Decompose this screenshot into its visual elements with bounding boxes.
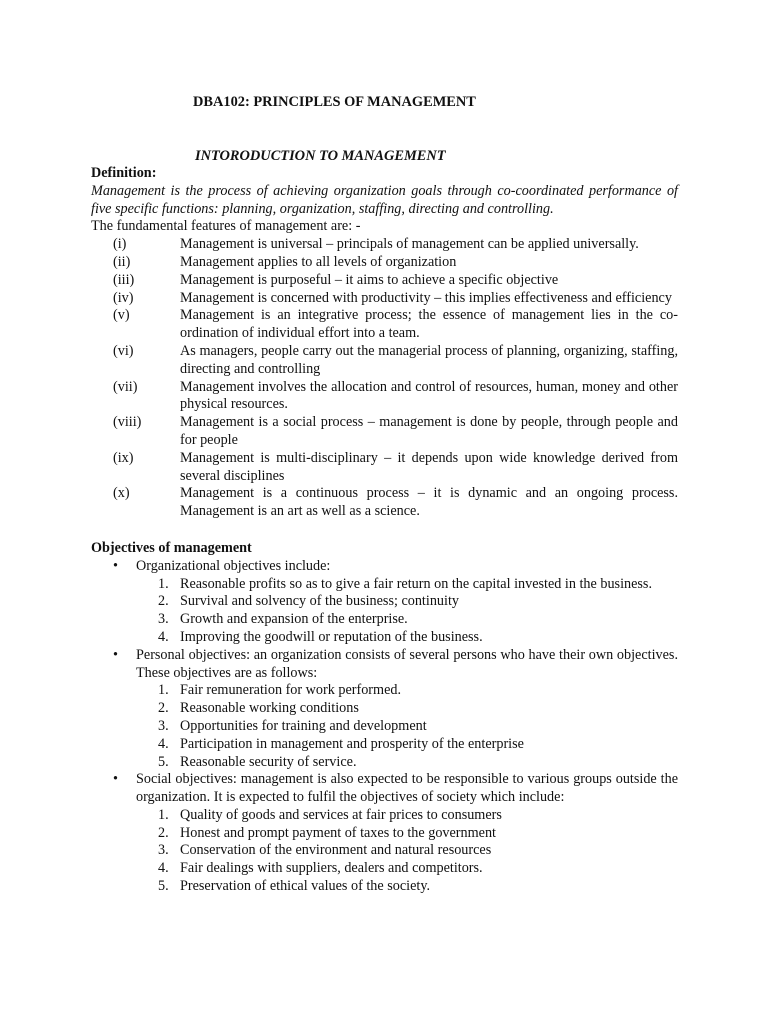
feature-number: (iii) [113,271,135,288]
subitem-text: Opportunities for training and development [180,717,427,734]
subitem-number: 1. [158,806,169,823]
feature-text: Management applies to all levels of organization [180,253,457,270]
subitem-text: Conservation of the environment and natural resources [180,842,492,859]
objective-subitem [158,842,678,860]
objective-subitem [158,860,678,878]
objective-subitem [158,611,678,629]
feature-item [91,272,678,290]
objective-subitem [158,718,678,736]
objective-text: Social objectives: management is also expected to be responsible to various groups outside the organization. It is expected to fulfil the objectives of society which include: [136,771,678,806]
objective-subitem [158,736,678,754]
feature-number: (viii) [113,414,142,431]
objective-bullet-item [113,771,678,807]
objective-bullet-item [113,647,678,683]
subitem-text: Preservation of ethical values of the society. [180,878,431,895]
feature-number: (iv) [113,289,134,306]
feature-item [91,485,678,521]
feature-number: (vii) [113,378,138,395]
objective-subitem [158,576,678,594]
feature-number: (ii) [113,253,131,270]
subitem-text: Participation in management and prosperity of the enterprise [180,735,524,752]
subitem-number: 3. [158,611,169,628]
subitem-number: 1. [158,575,169,592]
objective-subitem [158,682,678,700]
feature-item [91,236,678,254]
subitem-text: Reasonable security of service. [180,753,357,770]
subitem-text: Honest and prompt payment of taxes to the government [180,824,496,841]
objective-text: Organizational objectives include: [136,557,331,574]
objective-subitem [158,700,678,718]
objective-subitem [158,593,678,611]
feature-item [91,414,678,450]
objective-subitem [158,629,678,647]
feature-number: (v) [113,307,130,324]
objectives-heading: Objectives of management [91,539,252,556]
definition-heading: Definition: [91,165,157,181]
subitem-number: 3. [158,842,169,859]
subitem-number: 3. [158,717,169,734]
subitem-number: 4. [158,860,169,877]
subitem-text: Quality of goods and services at fair prices to consumers [180,806,502,823]
subitem-number: 4. [158,735,169,752]
bullet-icon: • [113,646,118,663]
definition-text: Management is the process of achieving organization goals through co-coordinated performance of five specific functions: planning, organization, staffing, directing and controlling. [91,182,678,217]
feature-text: Management involves the allocation and control of resources, human, money and other physical resources. [180,378,678,413]
feature-text: Management is an integrative process; the essence of management lies in the co-ordination of individual effort into a team. [180,307,678,342]
feature-item [91,379,678,415]
subitem-text: Survival and solvency of the business; continuity [180,593,459,610]
subitem-number: 4. [158,628,169,645]
document-title: DBA102: PRINCIPLES OF MANAGEMENT [193,94,476,110]
subitem-text: Reasonable profits so as to give a fair return on the capital invested in the business. [180,575,653,592]
objective-text: Personal objectives: an organization consists of several persons who have their own objectives. These objectives are as follows: [136,646,678,681]
feature-text: As managers, people carry out the managerial process of planning, organizing, staffing, directing and controlling [180,342,678,377]
subitem-text: Fair dealings with suppliers, dealers and competitors. [180,860,483,877]
document-body [91,165,678,896]
feature-number: (x) [113,485,130,502]
subitem-number: 2. [158,824,169,841]
feature-number: (vi) [113,342,134,359]
objective-subitem [158,878,678,896]
subitem-number: 5. [158,878,169,895]
objective-subitem [158,807,678,825]
subitem-number: 5. [158,753,169,770]
objectives-list [91,558,678,896]
feature-item [91,307,678,343]
feature-text: Management is a social process – management is done by people, through people and for people [180,414,678,448]
feature-text: Management is a continuous process – it is dynamic and an ongoing process. Management is an art as well as a science. [180,485,678,520]
subitem-text: Improving the goodwill or reputation of the business. [180,628,483,645]
feature-text: Management is purposeful – it aims to achieve a specific objective [180,271,559,288]
subitem-number: 2. [158,700,169,717]
subitem-number: 1. [158,682,169,699]
objective-bullet-item [113,558,678,576]
subitem-text: Fair remuneration for work performed. [180,682,402,699]
bullet-icon: • [113,557,118,574]
feature-number: (i) [113,236,127,253]
bullet-icon: • [113,771,118,788]
features-list [91,236,678,521]
feature-item [91,254,678,272]
feature-item [91,290,678,308]
feature-text: Management is concerned with productivity – this implies effectiveness and efficiency [180,289,672,306]
objective-subitem [158,754,678,772]
subitem-text: Reasonable working conditions [180,700,359,717]
subitem-number: 2. [158,593,169,610]
section-subtitle: INTORODUCTION TO MANAGEMENT [195,148,446,164]
feature-text: Management is multi-disciplinary – it depends upon wide knowledge derived from several disciplines [180,449,678,484]
feature-item [91,450,678,486]
feature-item [91,343,678,379]
feature-text: Management is universal – principals of management can be applied universally. [180,236,639,253]
objective-subitem [158,825,678,843]
subitem-text: Growth and expansion of the enterprise. [180,611,408,628]
features-intro: The fundamental features of management are: - [91,218,361,235]
feature-number: (ix) [113,449,134,466]
